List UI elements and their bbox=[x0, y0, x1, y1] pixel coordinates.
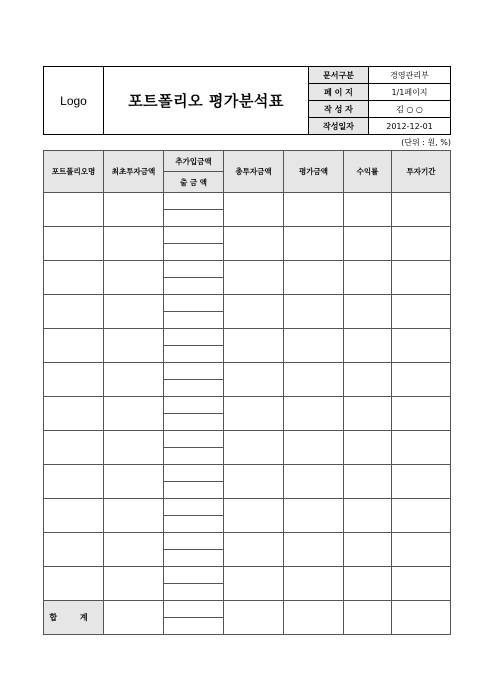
cell-total[interactable] bbox=[224, 261, 284, 295]
cell-added[interactable] bbox=[164, 601, 224, 618]
cell-period[interactable] bbox=[392, 533, 451, 567]
cell-total[interactable] bbox=[224, 465, 284, 499]
cell-valuation[interactable] bbox=[284, 363, 344, 397]
cell-withdrawn[interactable] bbox=[164, 380, 224, 397]
cell-added[interactable] bbox=[164, 261, 224, 278]
cell-initial[interactable] bbox=[104, 261, 164, 295]
cell-return-rate[interactable] bbox=[344, 295, 392, 329]
table-body bbox=[44, 193, 451, 635]
cell-withdrawn[interactable] bbox=[164, 346, 224, 363]
cell-return-rate[interactable] bbox=[344, 227, 392, 261]
cell-withdrawn[interactable] bbox=[164, 550, 224, 567]
document-header bbox=[43, 66, 451, 134]
evaluation-table bbox=[43, 150, 451, 634]
total-label: 합 계 bbox=[44, 601, 104, 635]
table-row bbox=[44, 261, 451, 278]
cell-return-rate[interactable] bbox=[344, 397, 392, 431]
table-row bbox=[44, 227, 451, 244]
cell-added[interactable] bbox=[164, 499, 224, 516]
cell-valuation[interactable] bbox=[284, 431, 344, 465]
cell-withdrawn[interactable] bbox=[164, 414, 224, 431]
cell-initial[interactable] bbox=[104, 431, 164, 465]
cell-initial[interactable] bbox=[104, 465, 164, 499]
cell-portfolio[interactable] bbox=[44, 465, 104, 499]
cell-period[interactable] bbox=[392, 295, 451, 329]
cell-return-rate[interactable] bbox=[344, 499, 392, 533]
cell-valuation[interactable] bbox=[284, 601, 344, 635]
cell-total[interactable] bbox=[224, 499, 284, 533]
cell-total[interactable] bbox=[224, 601, 284, 635]
cell-period[interactable] bbox=[392, 329, 451, 363]
meta-value-date: 2012-12-01 bbox=[369, 118, 451, 135]
col-header-total: 총투자금액 bbox=[224, 151, 284, 193]
cell-withdrawn[interactable] bbox=[164, 516, 224, 533]
cell-period[interactable] bbox=[392, 261, 451, 295]
cell-withdrawn[interactable] bbox=[164, 244, 224, 261]
cell-return-rate[interactable] bbox=[344, 363, 392, 397]
cell-portfolio[interactable] bbox=[44, 499, 104, 533]
meta-label-doc-type: 문서구분 bbox=[309, 67, 369, 84]
table-row bbox=[44, 329, 451, 346]
cell-total[interactable] bbox=[224, 227, 284, 261]
cell-added[interactable] bbox=[164, 193, 224, 210]
cell-withdrawn[interactable] bbox=[164, 584, 224, 601]
cell-portfolio[interactable] bbox=[44, 261, 104, 295]
cell-total[interactable] bbox=[224, 397, 284, 431]
cell-added[interactable] bbox=[164, 533, 224, 550]
cell-valuation[interactable] bbox=[284, 295, 344, 329]
cell-period[interactable] bbox=[392, 431, 451, 465]
cell-return-rate[interactable] bbox=[344, 431, 392, 465]
table-row bbox=[44, 567, 451, 584]
cell-return-rate[interactable] bbox=[344, 533, 392, 567]
col-header-period: 투자기간 bbox=[392, 151, 451, 193]
cell-valuation[interactable] bbox=[284, 499, 344, 533]
cell-valuation[interactable] bbox=[284, 465, 344, 499]
cell-portfolio[interactable] bbox=[44, 193, 104, 227]
table-row bbox=[44, 295, 451, 312]
logo: Logo bbox=[44, 67, 104, 135]
cell-valuation[interactable] bbox=[284, 261, 344, 295]
cell-added[interactable] bbox=[164, 567, 224, 584]
document-title: 포트폴리오 평가분석표 bbox=[104, 67, 309, 135]
meta-label-page: 페 이 지 bbox=[309, 84, 369, 101]
table-row bbox=[44, 533, 451, 550]
cell-portfolio[interactable] bbox=[44, 227, 104, 261]
cell-withdrawn[interactable] bbox=[164, 618, 224, 635]
cell-withdrawn[interactable] bbox=[164, 312, 224, 329]
table-row bbox=[44, 465, 451, 482]
cell-portfolio[interactable] bbox=[44, 567, 104, 601]
cell-return-rate[interactable] bbox=[344, 329, 392, 363]
cell-initial[interactable] bbox=[104, 329, 164, 363]
cell-valuation[interactable] bbox=[284, 397, 344, 431]
cell-total[interactable] bbox=[224, 329, 284, 363]
cell-initial[interactable] bbox=[104, 295, 164, 329]
meta-value-doc-type: 경영관리부 bbox=[369, 67, 451, 84]
table-row bbox=[44, 499, 451, 516]
cell-portfolio[interactable] bbox=[44, 363, 104, 397]
cell-valuation[interactable] bbox=[284, 193, 344, 227]
table-row bbox=[44, 193, 451, 210]
cell-valuation[interactable] bbox=[284, 567, 344, 601]
cell-initial[interactable] bbox=[104, 499, 164, 533]
col-header-valuation: 평가금액 bbox=[284, 151, 344, 193]
cell-added[interactable] bbox=[164, 397, 224, 414]
cell-initial[interactable] bbox=[104, 227, 164, 261]
cell-period[interactable] bbox=[392, 193, 451, 227]
cell-return-rate[interactable] bbox=[344, 193, 392, 227]
col-header-return-rate: 수익률 bbox=[344, 151, 392, 193]
cell-return-rate[interactable] bbox=[344, 261, 392, 295]
cell-added[interactable] bbox=[164, 465, 224, 482]
meta-label-author: 작 성 자 bbox=[309, 101, 369, 118]
col-header-withdrawn: 출 금 액 bbox=[164, 172, 224, 193]
cell-initial[interactable] bbox=[104, 397, 164, 431]
total-row bbox=[44, 601, 451, 618]
meta-label-date: 작성일자 bbox=[309, 118, 369, 135]
cell-valuation[interactable] bbox=[284, 533, 344, 567]
cell-initial[interactable] bbox=[104, 601, 164, 635]
cell-initial[interactable] bbox=[104, 363, 164, 397]
cell-total[interactable] bbox=[224, 295, 284, 329]
cell-total[interactable] bbox=[224, 533, 284, 567]
cell-added[interactable] bbox=[164, 329, 224, 346]
cell-initial[interactable] bbox=[104, 567, 164, 601]
cell-period[interactable] bbox=[392, 499, 451, 533]
cell-period[interactable] bbox=[392, 601, 451, 635]
col-header-initial: 최초투자금액 bbox=[104, 151, 164, 193]
cell-valuation[interactable] bbox=[284, 329, 344, 363]
table-row bbox=[44, 431, 451, 448]
cell-period[interactable] bbox=[392, 567, 451, 601]
cell-withdrawn[interactable] bbox=[164, 448, 224, 465]
cell-portfolio[interactable] bbox=[44, 329, 104, 363]
cell-portfolio[interactable] bbox=[44, 431, 104, 465]
cell-added[interactable] bbox=[164, 227, 224, 244]
cell-added[interactable] bbox=[164, 431, 224, 448]
table-row bbox=[44, 397, 451, 414]
cell-period[interactable] bbox=[392, 227, 451, 261]
col-header-portfolio: 포트폴리오명 bbox=[44, 151, 104, 193]
cell-total[interactable] bbox=[224, 567, 284, 601]
cell-period[interactable] bbox=[392, 363, 451, 397]
cell-total[interactable] bbox=[224, 193, 284, 227]
meta-value-author: 김 ○ ○ bbox=[369, 101, 451, 118]
cell-portfolio[interactable] bbox=[44, 295, 104, 329]
cell-initial[interactable] bbox=[104, 533, 164, 567]
cell-withdrawn[interactable] bbox=[164, 210, 224, 227]
cell-added[interactable] bbox=[164, 295, 224, 312]
cell-withdrawn[interactable] bbox=[164, 482, 224, 499]
table-row bbox=[44, 363, 451, 380]
meta-value-page: 1/1페이지 bbox=[369, 84, 451, 101]
cell-portfolio[interactable] bbox=[44, 533, 104, 567]
cell-return-rate[interactable] bbox=[344, 567, 392, 601]
cell-period[interactable] bbox=[392, 397, 451, 431]
cell-initial[interactable] bbox=[104, 193, 164, 227]
cell-valuation[interactable] bbox=[284, 227, 344, 261]
cell-total[interactable] bbox=[224, 363, 284, 397]
cell-withdrawn[interactable] bbox=[164, 278, 224, 295]
cell-portfolio[interactable] bbox=[44, 397, 104, 431]
cell-period[interactable] bbox=[392, 465, 451, 499]
col-header-added: 추가입금액 bbox=[164, 151, 224, 172]
cell-total[interactable] bbox=[224, 431, 284, 465]
cell-added[interactable] bbox=[164, 363, 224, 380]
cell-return-rate[interactable] bbox=[344, 601, 392, 635]
cell-return-rate[interactable] bbox=[344, 465, 392, 499]
unit-note: (단위 : 원, %) bbox=[401, 138, 451, 147]
